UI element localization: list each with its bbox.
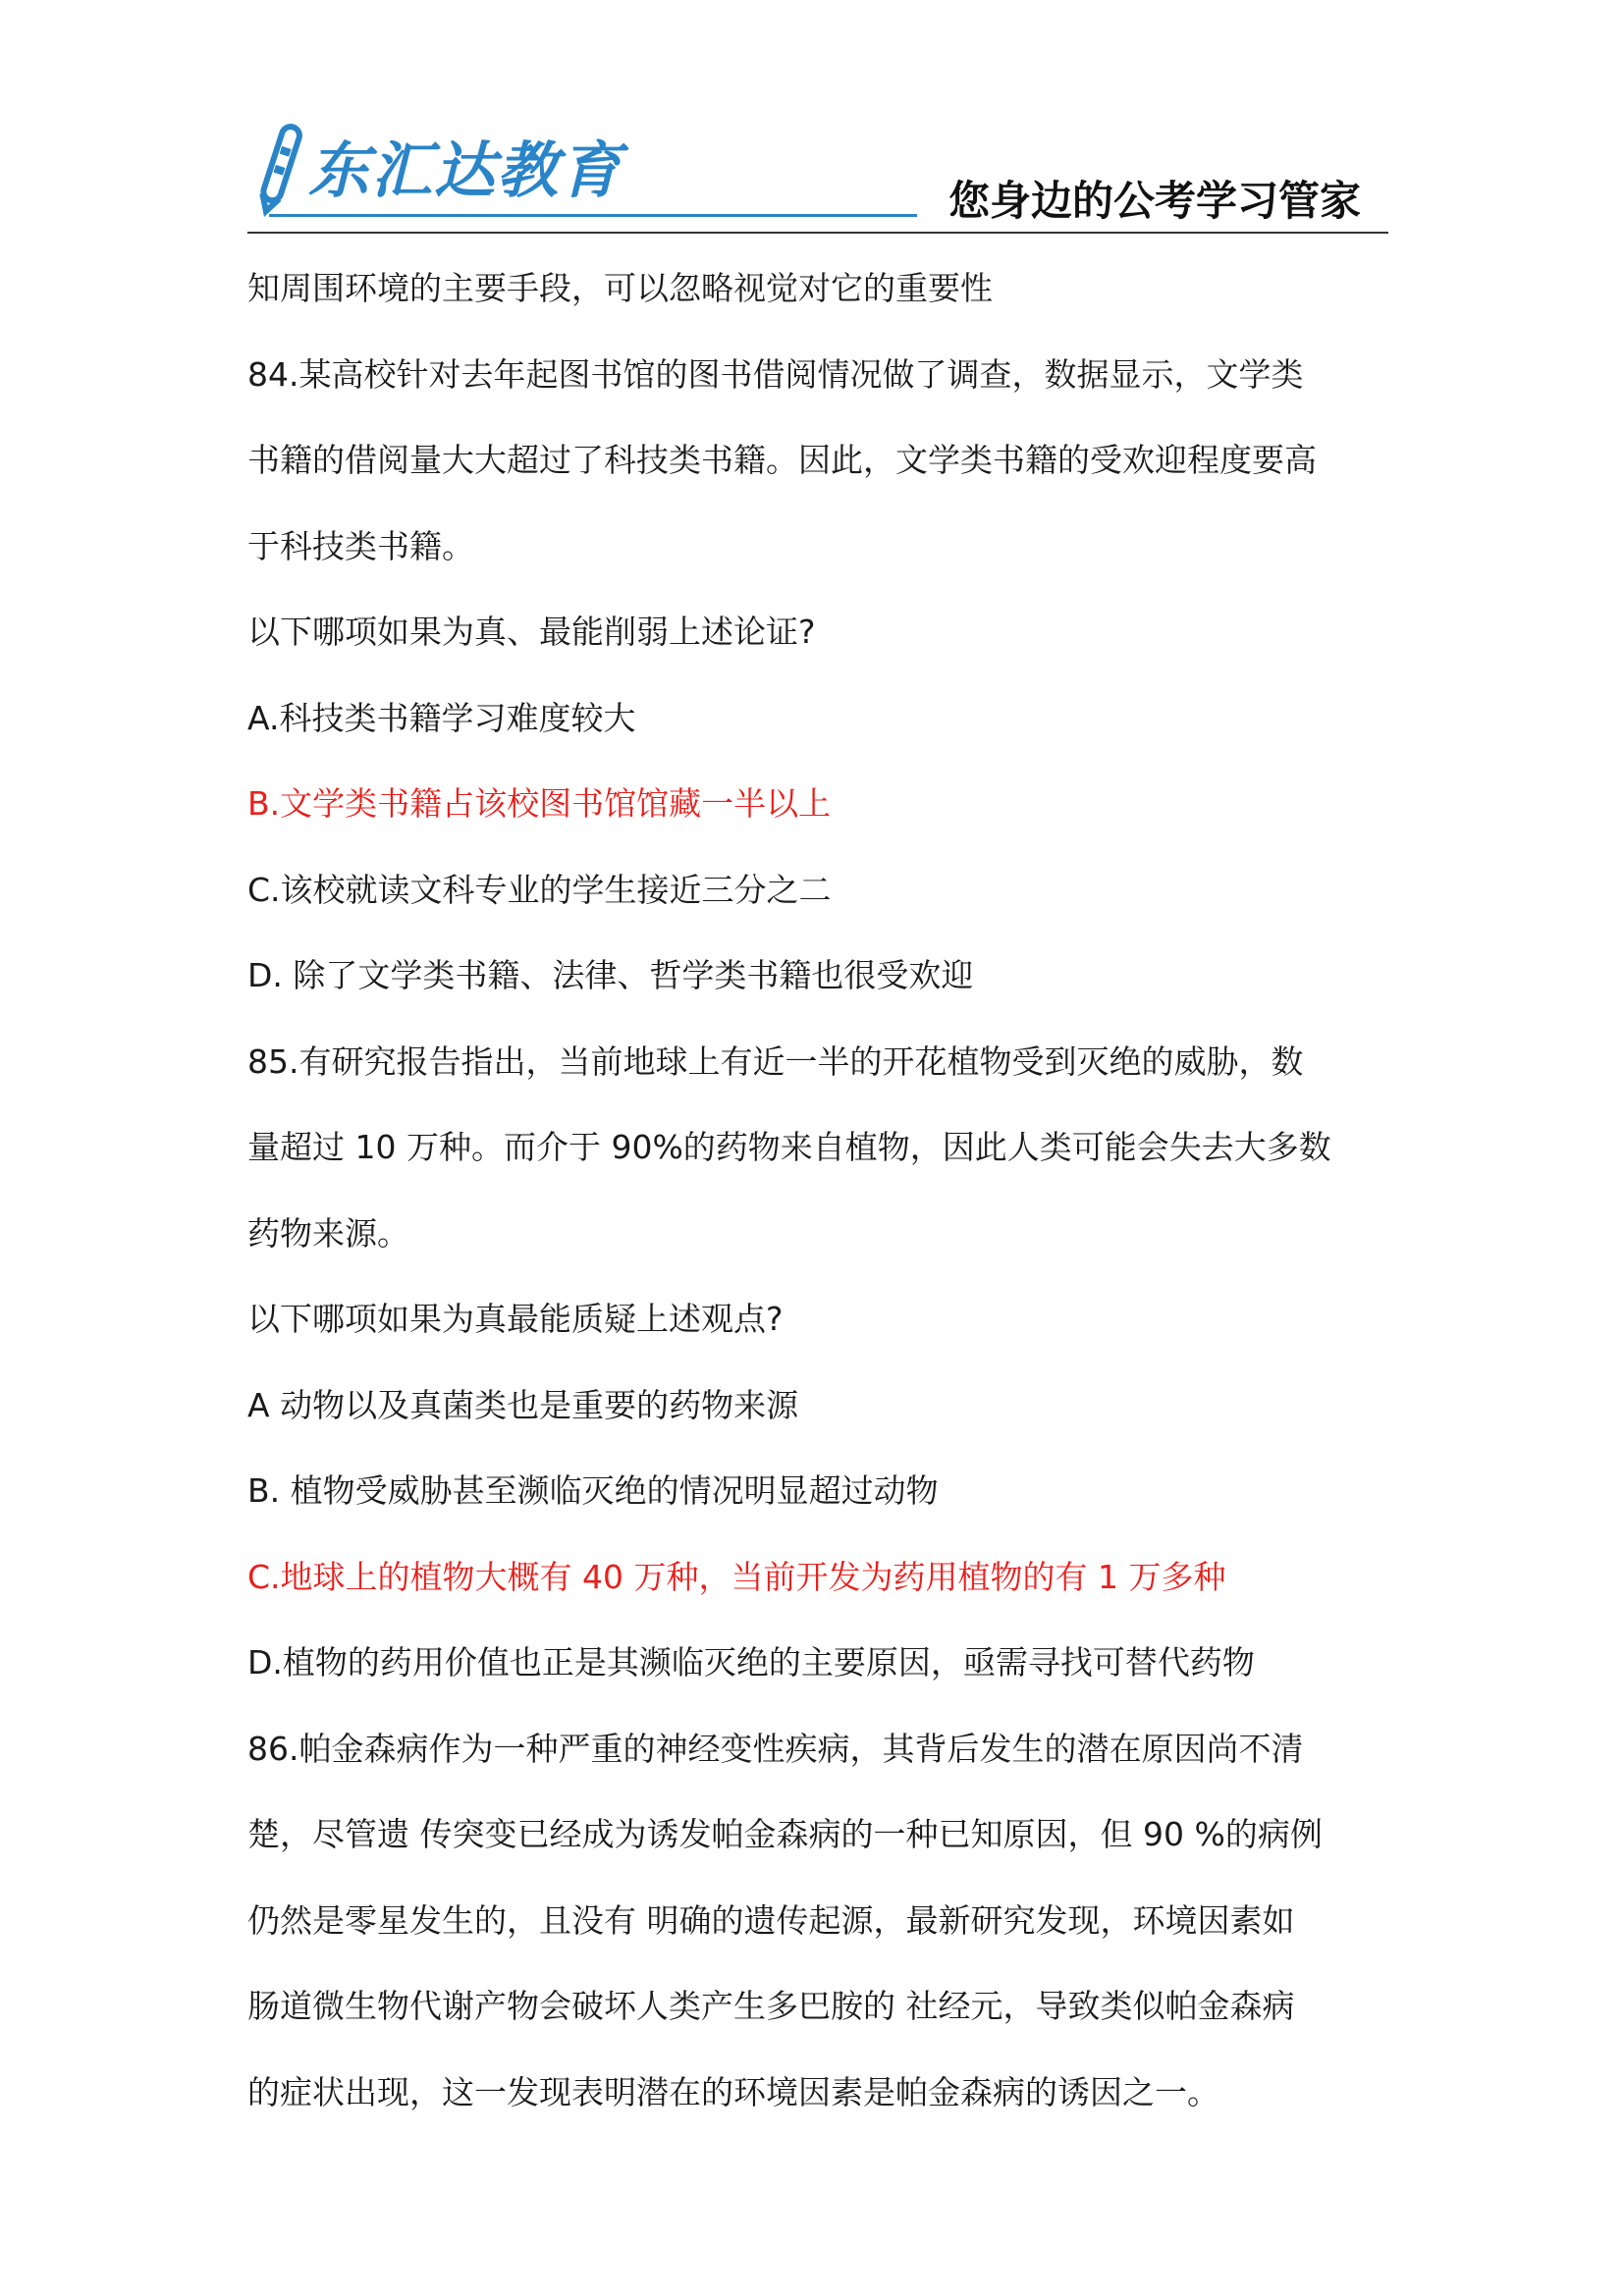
question-84-option-b-answer: B.文学类书籍占该校图书馆馆藏一半以上 [247,784,832,823]
document-body [247,245,1396,2135]
logo-underline [269,214,917,217]
text-line: 量超过 10 万种。而介于 90%的药物来自植物，因此人类可能会失去大多数 [247,1128,1331,1166]
pencil-logo-icon [247,120,316,218]
question-85-option-b: B. 植物受威胁甚至濒临灭绝的情况明显超过动物 [247,1471,939,1510]
text-line: 知周围环境的主要手段，可以忽略视觉对它的重要性 [247,269,993,307]
text-line: 药物来源。 [247,1213,409,1253]
question-86-stem: 86.帕金森病作为一种严重的神经变性疾病，其背后发生的潜在原因尚不清 [247,1729,1304,1768]
question-85-option-d: D.植物的药用价值也正是其濒临灭绝的主要原因，亟需寻找可替代药物 [247,1643,1255,1682]
text-line: 的症状出现，这一发现表明潜在的环境因素是帕金森病的诱因之一。 [247,2072,1219,2111]
header-slogan: 您身边的公考学习管家 [947,177,1361,225]
text-line: 仍然是零星发生的，且没有 明确的遗传起源，最新研究发现，环境因素如 [247,1900,1295,1940]
question-84-prompt: 以下哪项如果为真、最能削弱上述论证? [247,613,816,651]
page-header [247,106,1388,234]
text-line: 肠道微生物代谢产物会破坏人类产生多巴胺的 社经元，导致类似帕金森病 [247,1987,1295,2025]
question-85-option-c-answer: C.地球上的植物大概有 40 万种，当前开发为药用植物的有 1 万多种 [247,1557,1226,1596]
text-line: 于科技类书籍。 [247,526,474,565]
question-84-stem: 84.某高校针对去年起图书馆的图书借阅情况做了调查，数据显示，文学类 [247,354,1304,394]
question-85-stem: 85.有研究报告指出，当前地球上有近一半的开花植物受到灭绝的威胁，数 [247,1041,1304,1081]
question-85-option-a: A 动物以及真菌类也是重要的药物来源 [247,1385,799,1424]
text-line: 书籍的借阅量大大超过了科技类书籍。因此，文学类书籍的受欢迎程度要高 [247,441,1317,479]
text-line: 楚，尽管遗 传突变已经成为诱发帕金森病的一种已知原因，但 90 %的病例 [247,1815,1323,1853]
question-84-option-c: C.该校就读文科专业的学生接近三分之二 [247,870,832,909]
logo-text: 东汇达教育 [308,134,623,206]
question-85-prompt: 以下哪项如果为真最能质疑上述观点? [247,1300,784,1338]
question-84-option-a: A.科技类书籍学习难度较大 [247,698,636,737]
question-84-option-d: D. 除了文学类书籍、法律、哲学类书籍也很受欢迎 [247,956,974,994]
logo [247,120,679,218]
